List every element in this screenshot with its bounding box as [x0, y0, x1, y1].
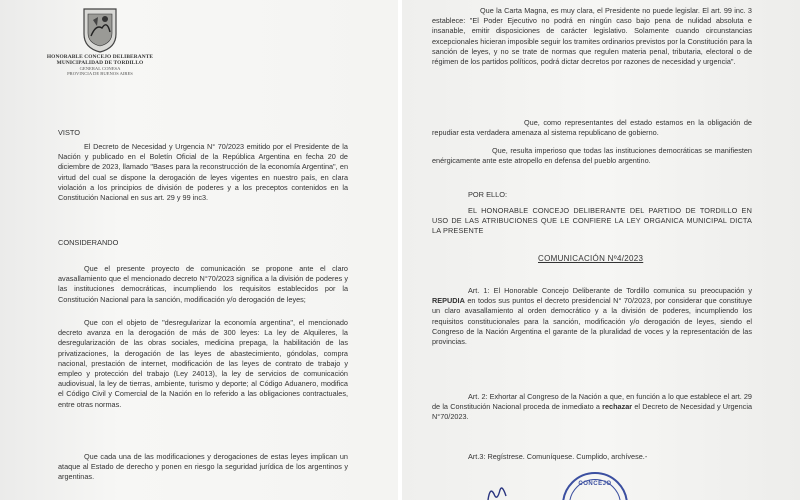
article-2	[432, 392, 752, 423]
considerando-heading: CONSIDERANDO	[58, 238, 119, 247]
resolution-intro: EL HONORABLE CONCEJO DELIBERANTE DEL PARTIDO DE TORDILLO EN USO DE LAS ATRIBUCIONES QUE LE CONFIERE LA LEY ORGANICA MUNICIPAL DICTA LA PRESENTE	[432, 206, 752, 236]
considerando-paragraph-3: Que cada una de las modificaciones y derogaciones de estas leyes implican un ataque al Estado de derecho y ponen en riesgo la seguridad jurídica de los argentinos y argentinas.	[58, 452, 348, 482]
official-stamp-icon	[562, 472, 628, 500]
representantes-paragraph: Que, como representantes del estado estamos en la obligación de repudiar esta verdadera amenaza al sistema republicano de gobierno.	[432, 118, 752, 138]
council-name-line2: MUNICIPALIDAD DE TORDILLO	[56, 60, 144, 66]
council-name-line1: HONORABLE CONCEJO DELIBERANTE	[46, 54, 154, 60]
article-3: Art.3: Regístrese. Comuníquese. Cumplido, archívese.-	[468, 452, 648, 461]
signature-icon	[484, 482, 514, 500]
por-ello-heading: POR ELLO:	[468, 190, 508, 199]
council-sub-line1: GENERAL CONESA	[79, 66, 121, 71]
visto-paragraph: El Decreto de Necesidad y Urgencia N° 70/2023 emitido por el Presidente de la Nación y publicado en el Boletín Oficial de la República Argentina en fecha 20 de diciembre de 2023, llamado "Bases para la reconstrucción de la economía Argentina", en virtud del cual se dispone la derogación de leyes vigentes en nuestro país, en clara violación a los principios de división de poderes y a los preceptos contenidos en la Constitución Nacional en sus art. 29 y 99 inc3.	[58, 142, 348, 203]
article-2-text-a: Art. 2: Exhortar al Congreso de la Nación a que, en función a lo que establece el art. 29 de la Constitución Nacional proceda de inmediato a	[432, 392, 752, 412]
article-1	[432, 286, 752, 347]
communication-title: COMUNICACIÓN Nº4/2023	[538, 254, 644, 263]
council-sub-line2: PROVINCIA DE BUENOS AIRES	[67, 71, 133, 77]
municipal-crest-icon	[80, 6, 120, 54]
right-document-page	[402, 0, 800, 500]
council-header	[40, 6, 160, 76]
article-2-rechazar: rechazar	[602, 402, 633, 412]
article-1-repudia: REPUDIA	[432, 296, 465, 306]
article-1-text-b: en todos sus puntos el decreto presidencial N° 70/2023, por considerar que constituye un claro avasallamiento al orden democrático y a la división de poderes, incumpliendo los requisitos constitucionales para la sanción, modificación y/o derogación de leyes, siendo el Congreso de la Nación Argentina el garante de la pluralidad de voces y la representación de las provincias.	[432, 296, 752, 347]
carta-magna-paragraph: Que la Carta Magna, es muy clara, el Presidente no puede legislar. El art. 99 inc. 3 establece: "El Poder Ejecutivo no podrá en ningún caso bajo pena de nulidad absoluta e insanable, emitir disposiciones de carácter legislativo. Solamente cuando circunstancias excepcionales hicieran imposible seguir los tramites ordinarios previstos por la Constitución para la sanción de leyes, y no se trate de normas que regulen materia penal, tributaria, electoral o de régimen de los partidos políticos, podrá dictar decretos por razones de necesidad y urgencia".	[432, 6, 753, 67]
visto-heading: VISTO	[58, 128, 81, 137]
considerando-paragraph-1: Que el presente proyecto de comunicación se propone ante el claro avasallamiento que el mencionado decreto N°70/2023 significa a la división de poderes y las instituciones democráticas, incumpliendo los requisitos establecidos por la Constitución Nacional para la sanción, modificación y/o derogación de leyes;	[58, 264, 348, 304]
considerando-paragraph-2: Que con el objeto de "desregularizar la economía argentina", el mencionado decreto avanza en la derogación de más de 300 leyes: La ley de Alquileres, la desregularización de las obras sociales, medicina prepaga, la habilitación de las privatizaciones, la derogación de las leyes de abastecimiento, góndolas, compra nacional, prestación de internet, modificación de las leyes de contrato de trabajo y empleo y protección del trabajo (Ley 24013), la ley de servicios de comunicación audiovisual, la ley de tierras, ambiente, turismo y deporte; al Código Aduanero, modifica el Código Civil y Comercial de la Nación en lo referido a las obligaciones contractuales, entre otras normas.	[58, 318, 348, 409]
left-document-page	[0, 0, 398, 500]
stamp-text: CONCEJO	[578, 481, 612, 487]
imperioso-paragraph: Que, resulta imperioso que todas las instituciones democráticas se manifiesten enérgicamente ante este atropello en defensa del pueblo argentino.	[432, 146, 752, 166]
article-2-text-b: el Decreto de Necesidad y Urgencia N°70/2023.	[432, 402, 752, 422]
article-1-text-a: Art. 1: El Honorable Concejo Deliberante de Tordillo comunica su preocupación y	[468, 286, 752, 295]
